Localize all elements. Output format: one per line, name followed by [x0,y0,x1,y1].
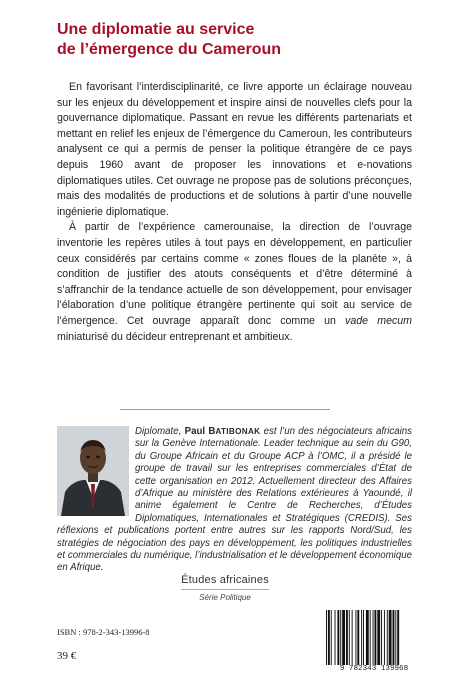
back-cover-summary [57,80,412,345]
summary-italic-term: vade mecum [345,314,412,327]
series-divider [181,589,269,590]
author-photo [57,426,129,516]
barcode-icon [324,610,424,665]
bio-text: est l’un des négociateurs africains sur la Genève Internationale. Leader technique au sein du G90, du Groupe Africain et du Groupe ACP à l’OMC, il a présidé le groupe de travail sur les entreprises commerciales d’État de cette organisation en 2012. Actuellement directeur des Affaires d’Afrique au ministère des Relations extérieures à Yaoundé, il anime également le Centre de Recherches, d’Études Diplomatiques, Internationales et Stratégiques (CREDIS). Ses réflexions et publications portent entre autres sur les rapports Nord/Sud, les stratégies de négociation des pays en développement, les politiques industrielles et commerciales du numérique, l’industrialisation et le développement économique en Afrique. [57,426,413,574]
barcode-digits: 9 782343 139968 [339,665,409,673]
summary-paragraph-2-end: miniaturisé du décideur entreprenant et ambitieux. [57,330,293,343]
series-mark [175,574,275,602]
title-line-1: Une diplomatie au service [57,21,255,38]
author-last-name-initial: B [208,426,216,437]
book-title [57,20,417,60]
summary-paragraph-1: En favorisant l’interdisciplinarité, ce livre apporte un éclairage nouveau sur les enjeux du développement et inspire ainsi de nouvelles clefs pour la gouvernance diplomatique. Passant en revue les différents partenariats et mettant en relief les enjeux de l’émergence du Cameroun, les contributeurs analysent ce qui a permis de penser la politique étrangère de ce pays depuis 1960 avant de proposer les innovations et e-novations diplomatiques utiles. Cet ouvrage ne propose pas de solutions préconçues, mais des modalités de productions et de solutions à partir d’une nouvelle ingénierie diplomatique. [57,81,412,218]
series-name: Études africaines [181,574,269,586]
isbn-label: ISBN : 978-2-343-13996-8 [57,627,150,637]
author-name [185,426,261,437]
author-portrait-illustration [57,426,129,516]
summary-paragraph-2-text: À partir de l’expérience camerounaise, la direction de l’ouvrage inventorie les repères utiles à tout pays en développement, en particulier ceux considérés par certains comme « zones floues de la planète », à condition de justifier des atouts conséquents et d’être déterminé à s’affranchir de la tendance actuelle de son développement, pour envisager l’élaboration d’une politique étrangère pertinente qui soit au service de l’émergence. Cet ouvrage apparaît donc comme un [57,221,412,327]
author-last-name-rest: ATIBONAK [215,427,261,436]
price-label: 39 € [57,650,77,662]
section-divider [120,409,330,410]
author-first-name: Paul [184,426,209,437]
title-line-2: de l’émergence du Cameroun [57,41,282,58]
bio-lead: Diplomate, [135,426,185,437]
summary-paragraph-2 [57,220,412,345]
series-subseries: Série Politique [199,593,251,602]
